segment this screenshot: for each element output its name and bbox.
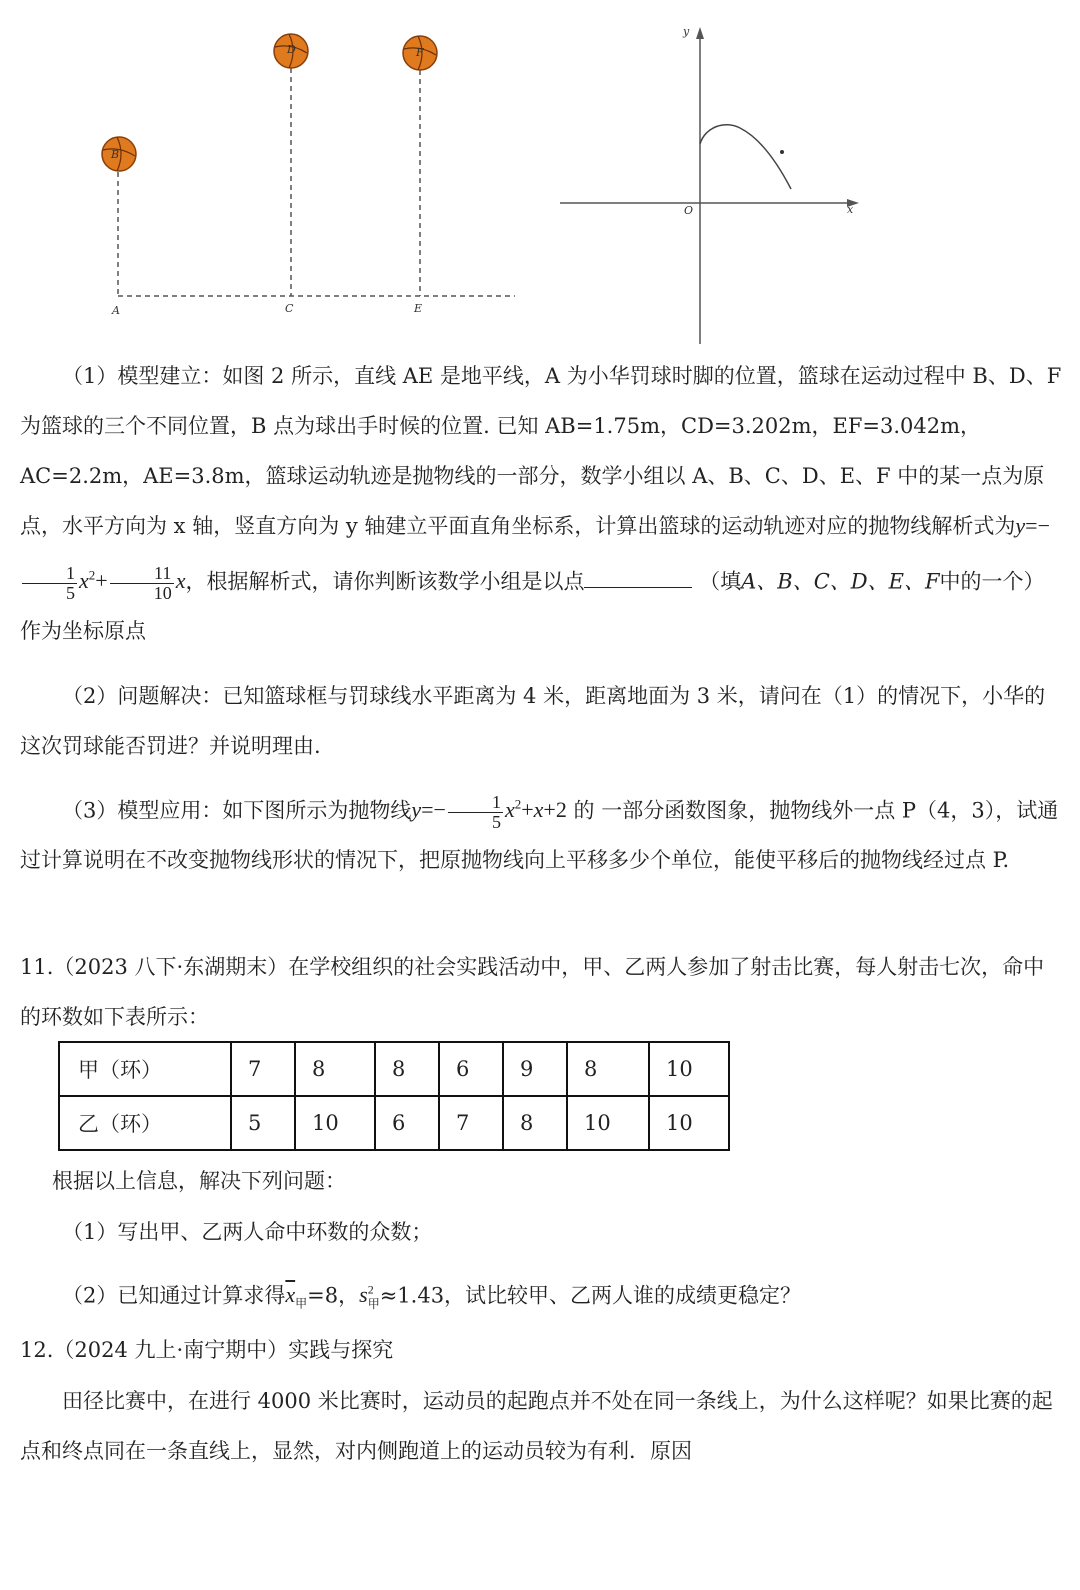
x-axis-label: x [847,203,854,216]
q11-intro: 11.（2023 八下·东湖期末）在学校组织的社会实践活动中，甲、乙两人参加了射击比赛，每人射击七次，命中的环数如下表所示： [20,955,1045,1029]
table-cell: 6 [439,1042,503,1096]
q10-part1: （1）模型建立：如图 2 所示，直线 AE 是地平线，A 为小华罚球时脚的位置，篮球在运动过程中 B、D、F 为篮球的三个不同位置，B 点为球出手时候的位置. 已知 AB=1.75m，CD=3.202m，EF=3.042m，AC=2.2m，AE=3.8m，篮球运动轨迹是抛物线的一部分，数学小组以 A、B、C、D、E、F 中的某一点为原点，水平方向为 x 轴，竖直方向为 y 轴建立平面直角坐标系，计算出篮球的运动轨迹对应的抛物线解析式为y=− $\frac{1}{5}$ $x^2+$ $\frac{11}{10}$ x，根据解析式，请你判断该数学小组是以点 （填A、B、C、D、E、F中的一个）作为坐标原点 [20,364,1062,644]
table-cell: 10 [295,1096,375,1150]
table-cell: 10 [649,1042,729,1096]
label-d: D [287,43,296,56]
table-cell: 7 [231,1042,295,1096]
table-row [59,1096,729,1150]
q11-sub2: （2）已知通过计算求得$\overline{x}_甲=8$，$s^2_甲\approx 1.43$，试比较甲、乙两人谁的成绩更稳定？ [62,1282,802,1311]
table-cell: 8 [295,1042,375,1096]
table-cell: 10 [649,1096,729,1150]
q10-part3: （3）模型应用：如下图所示为抛物线y=− $\frac{1}{5}$ $x^2+x+2$ 的 一部分函数图象，抛物线外一点 P（4，3），试通过计算说明在不改变抛物线形状的情况下，把原抛物线向上平移多少个单位，能使平移后的抛物线经过点 P. [20,791,1059,873]
q12-title: 12.（2024 九上·南宁期中）实践与探究 [20,1338,394,1362]
table-cell: 5 [231,1096,295,1150]
q11-after-table: 根据以上信息，解决下列问题： [52,1169,346,1193]
row-label: 甲（环） [59,1042,231,1096]
label-a: A [112,304,120,317]
label-b: B [111,148,120,161]
q10-part2: （2）问题解决：已知篮球框与罚球线水平距离为 4 米，距离地面为 3 米，请问在（1）的情况下，小华的这次罚球能否罚进？并说明理由. [20,684,1046,758]
table-cell: 8 [503,1096,567,1150]
formula-1: y=− $\frac{1}{5}$ $x^2+$ $\frac{11}{10}$ x [20,513,1050,593]
table-cell: 8 [567,1042,649,1096]
table-cell: 6 [375,1096,439,1150]
table-cell: 7 [439,1096,503,1150]
origin-label: O [684,204,694,217]
parabola-graph-figure [555,22,865,347]
variance-symbol: $s^2_甲$ [359,1282,380,1311]
label-c: C [285,302,294,315]
parabola-curve [700,125,791,189]
row-label: 乙（环） [59,1096,231,1150]
basketball-position-figure [90,20,530,320]
formula-2: y=− $\frac{1}{5}$ $x^2+x+2$ [411,791,567,832]
table-cell: 9 [503,1042,567,1096]
table-row [59,1042,729,1096]
q12-body: 田径比赛中，在进行 4000 米比赛时，运动员的起跑点并不处在同一条线上，为什么这样呢？如果比赛的起点和终点同在一条直线上，显然，对内侧跑道上的运动员较为有利．原因 [20,1389,1053,1463]
y-axis-label: y [683,25,690,38]
label-e: E [414,302,423,315]
q11-sub1: （1）写出甲、乙两人命中环数的众数； [62,1220,433,1244]
shooting-score-table [58,1041,730,1151]
label-f: F [416,46,424,59]
point-p [780,150,784,154]
answer-blank[interactable] [584,565,692,588]
table-cell: 10 [567,1096,649,1150]
y-axis-arrow [696,27,704,39]
table-cell: 8 [375,1042,439,1096]
mean-symbol: $\overline{x}_甲$ [285,1282,308,1311]
